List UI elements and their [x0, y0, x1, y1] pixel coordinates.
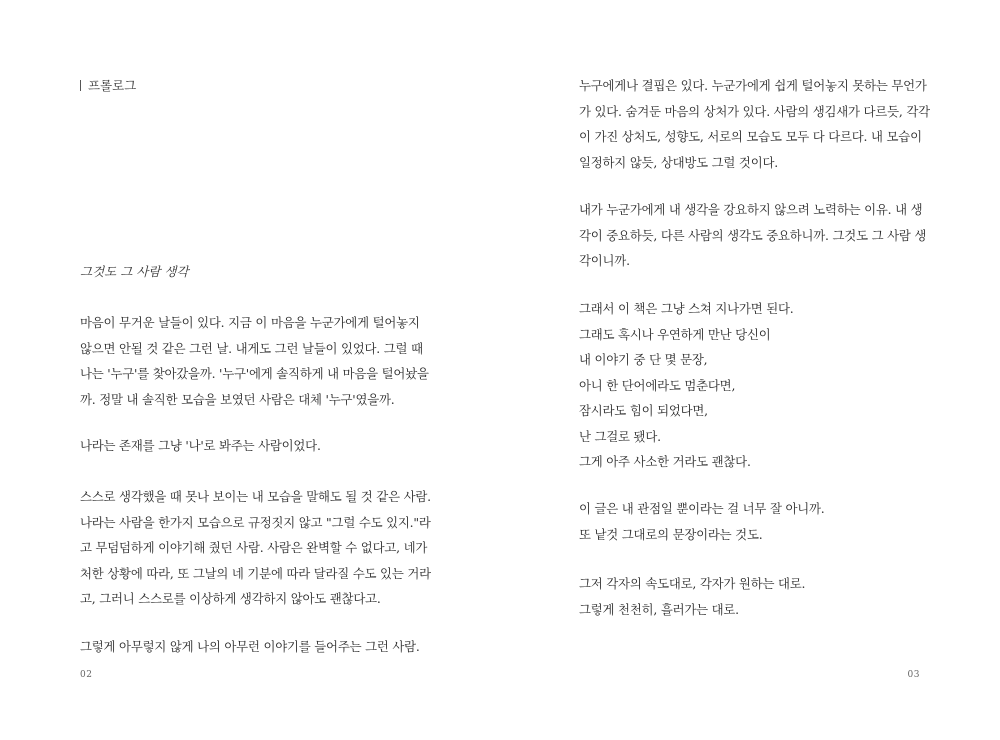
text-line: 내 이야기 중 단 몇 문장, — [579, 352, 708, 367]
text-line: 각이 중요하듯, 다른 사람의 생각도 중요하니까. 그것도 그 사람 생 — [579, 227, 927, 243]
section-header — [80, 76, 136, 94]
text-line: 아니 한 단어에라도 멈춘다면, — [579, 377, 736, 393]
section-title: 프롤로그 — [88, 78, 137, 93]
text-line: 누구에게나 결핍은 있다. 누군가에게 쉽게 털어놓지 못하는 무언가 — [579, 78, 927, 93]
text-line: 내가 누군가에게 내 생각을 강요하지 않으려 노력하는 이유. 내 생 — [579, 202, 923, 217]
paragraph — [80, 634, 420, 660]
text-line: 그렇게 천천히, 흘러가는 대로. — [579, 601, 739, 617]
paragraph — [579, 197, 926, 274]
text-line: 고 무덤덤하게 이야기해 줬던 사람. 사람은 완벽할 수 없다고, 네가 — [80, 540, 428, 555]
page-number: 03 — [907, 670, 920, 680]
right-page — [500, 0, 1000, 740]
paragraph — [80, 310, 429, 412]
chapter-subtitle: 그것도 그 사람 생각 — [80, 264, 189, 279]
paragraph — [579, 496, 825, 547]
text-line: 일정하지 않듯, 상대방도 그럴 것이다. — [579, 154, 778, 170]
text-line: 가 있다. 숨겨둔 마음의 상처가 있다. 사람의 생김새가 다르듯, 각각 — [579, 103, 930, 119]
text-line: 이 글은 내 관점일 뿐이라는 걸 너무 잘 아니까. — [579, 501, 825, 516]
text-line: 그래서 이 책은 그냥 스쳐 지나가면 된다. — [579, 301, 794, 316]
text-line: 나는 '누구'를 찾아갔을까. '누구'에게 솔직하게 내 마음을 털어놨을 — [80, 366, 429, 381]
text-line: 잠시라도 힘이 되었다면, — [579, 403, 708, 418]
text-line: 그렇게 아무렇지 않게 나의 아무런 이야기를 들어주는 그런 사람. — [80, 639, 420, 654]
text-line: 않으면 안될 것 같은 그런 날. 내게도 그런 날들이 있었다. 그럴 때 — [80, 340, 423, 356]
text-line: 그래도 혹시나 우연하게 만난 당신이 — [579, 326, 771, 342]
header-divider-bar — [80, 80, 81, 91]
text-line: 그게 아주 사소한 거라도 괜찮다. — [579, 454, 751, 469]
text-line: 나라는 사람을 한가지 모습으로 규정짓지 않고 "그럴 수도 있지."라 — [80, 514, 431, 530]
text-line: 또 낱것 그대로의 문장이라는 것도. — [579, 526, 763, 542]
text-line: 난 그걸로 됐다. — [579, 428, 661, 444]
paragraph — [579, 296, 793, 475]
text-line: 처한 상황에 따라, 또 그날의 네 기분에 따라 달라질 수도 있는 거라 — [80, 565, 431, 581]
text-line: 까. 정말 내 솔직한 모습을 보였던 사람은 대체 '누구'였을까. — [80, 391, 395, 407]
text-line: 마음이 무거운 날들이 있다. 지금 이 마음을 누군가에게 털어놓지 — [80, 315, 420, 330]
page-number: 02 — [80, 670, 93, 680]
paragraph — [80, 484, 431, 612]
text-line: 고, 그러니 스스로를 이상하게 생각하지 않아도 괜찮다고. — [80, 591, 381, 606]
text-line: 그저 각자의 속도대로, 각자가 원하는 대로. — [579, 576, 806, 591]
text-line: 스스로 생각했을 때 못나 보이는 내 모습을 말해도 될 것 같은 사람. — [80, 489, 431, 504]
paragraph — [579, 571, 805, 622]
paragraph — [80, 433, 321, 459]
text-line: 나라는 존재를 그냥 '나'로 봐주는 사람이었다. — [80, 438, 321, 453]
text-line: 이 가진 상처도, 성향도, 서로의 모습도 모두 다 다르다. 내 모습이 — [579, 129, 922, 144]
text-line: 각이니까. — [579, 253, 630, 268]
paragraph — [579, 73, 930, 175]
